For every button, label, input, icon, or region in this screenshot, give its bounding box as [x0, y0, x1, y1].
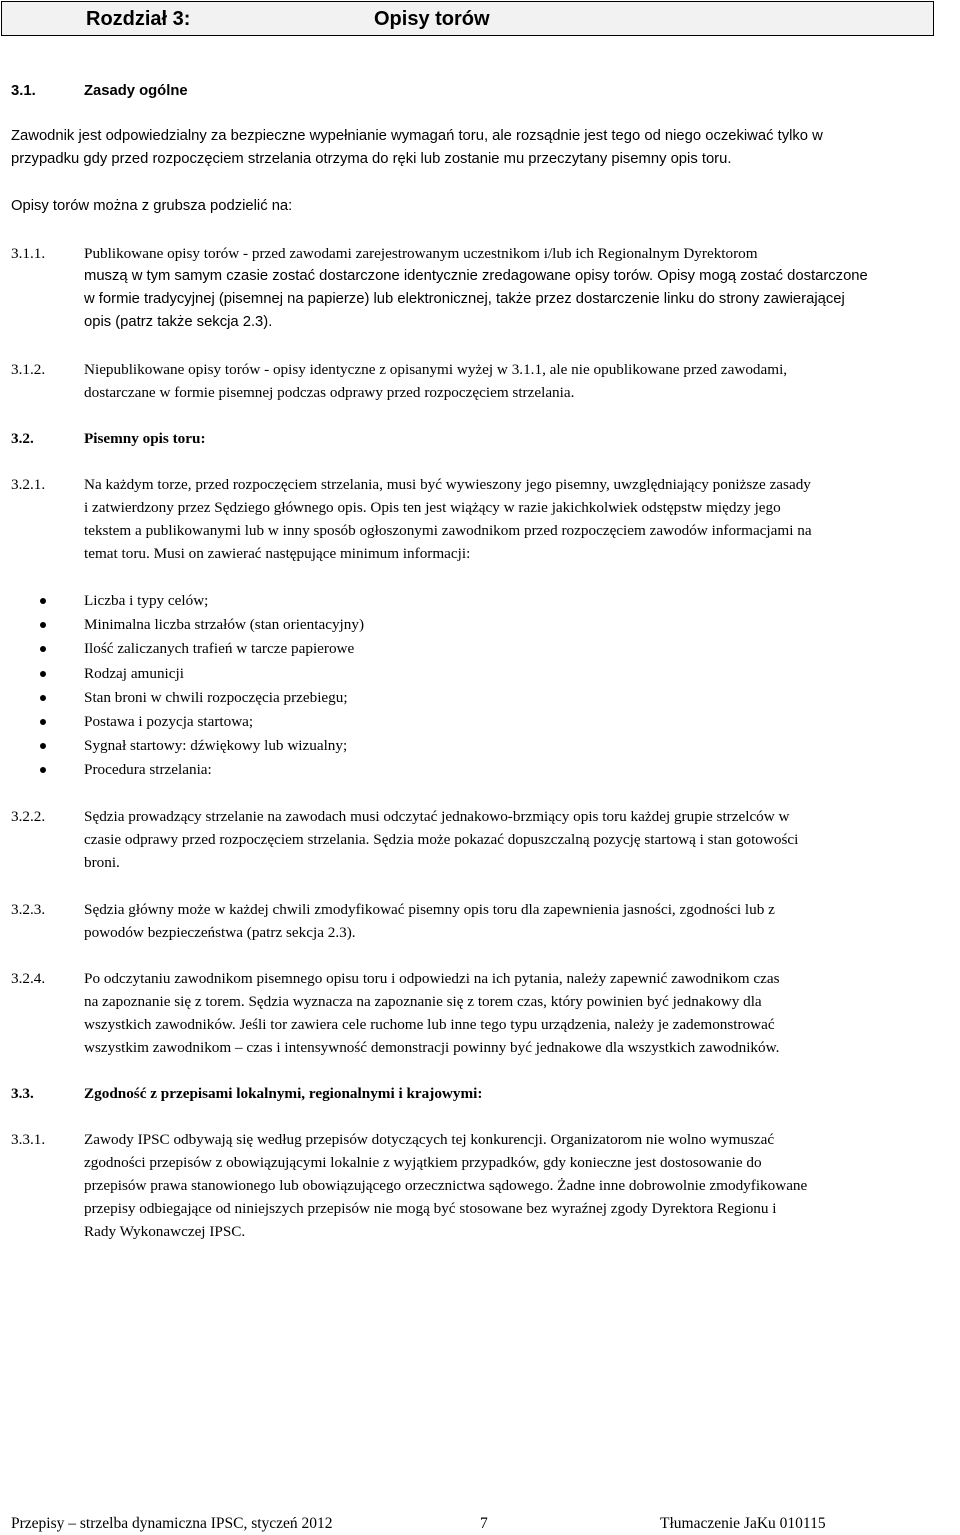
paragraph-line: Niepublikowane opisy torów - opisy identyczne z opisanymi wyżej w 3.1.1, ale nie opublikowane przed zawodami, — [84, 361, 788, 378]
chapter-title: Opisy torów — [374, 8, 490, 30]
section-3-2-heading — [0, 427, 960, 451]
bullet-icon — [40, 671, 46, 677]
paragraph-number: 3.2.4. — [11, 970, 46, 987]
list-item: Minimalna liczba strzałów (stan orientacyjny) — [0, 613, 960, 637]
paragraph-line: wszystkich zawodników. Jeśli tor zawiera cele ruchome lub inne tego typu urządzenia, należy je zademonstrować — [84, 1016, 775, 1033]
paragraph-number: 3.1.2. — [11, 361, 46, 378]
bullet-icon — [40, 719, 46, 725]
requirements-list — [0, 589, 960, 783]
bullet-icon — [40, 622, 46, 628]
intro-line: Zawodnik jest odpowiedzialny za bezpieczne wypełnianie wymagań toru, ale rozsądnie jest tego od niego oczekiwać tylko w — [11, 128, 823, 144]
intro-line: przypadku gdy przed rozpoczęciem strzelania otrzyma do ręki lub zostanie mu przeczytany pisemny opis toru. — [11, 151, 732, 167]
bullet-icon — [40, 695, 46, 701]
page-footer — [0, 1513, 960, 1535]
section-number: 3.3. — [11, 1085, 34, 1102]
paragraph-line: na zapoznanie się z torem. Sędzia wyznacza na zapoznanie się z torem czas, który powinien być jednakowy dla — [84, 993, 762, 1010]
footer-document-title: Przepisy – strzelba dynamiczna IPSC, styczeń 2012 — [11, 1515, 333, 1532]
bullet-icon — [40, 646, 46, 652]
intro-lead: Opisy torów można z grubsza podzielić na: — [11, 198, 293, 214]
paragraph-line: wszystkim zawodnikom – czas i intensywność demonstracji powinny być jednakowe dla wszystkich zawodników. — [84, 1039, 780, 1056]
paragraph-line: Po odczytaniu zawodnikom pisemnego opisu toru i odpowiedzi na ich pytania, należy zapewnić zawodnikom czas — [84, 970, 780, 987]
footer-translation-note: Tłumaczenie JaKu 010115 — [660, 1515, 826, 1532]
paragraph-line: broni. — [84, 854, 120, 871]
paragraph-line: przepisy odbiegające od niniejszych przepisów nie mogą być stosowane bez wyraźnej zgody Dyrektora Regionu i — [84, 1200, 777, 1217]
paragraph-line: powodów bezpieczeństwa (patrz sekcja 2.3). — [84, 924, 356, 941]
paragraph-number: 3.3.1. — [11, 1131, 46, 1148]
paragraph-line: Na każdym torze, przed rozpoczęciem strzelania, musi być wywieszony jego pisemny, uwzględniający poniższe zasady — [84, 476, 811, 493]
paragraph-number: 3.2.2. — [11, 808, 46, 825]
paragraph-line: dostarczane w formie pisemnej podczas odprawy przed rozpoczęciem strzelania. — [84, 384, 575, 401]
section-number: 3.2. — [11, 430, 34, 447]
paragraph-line: Sędzia główny może w każdej chwili zmodyfikować pisemny opis toru dla zapewnienia jasności, zgodności lub z — [84, 901, 775, 918]
bullet-icon — [40, 598, 46, 604]
list-item: Rodzaj amunicji — [0, 662, 960, 686]
chapter-number: Rozdział 3: — [86, 8, 191, 30]
bullet-icon — [40, 743, 46, 749]
paragraph-line: Publikowane opisy torów - przed zawodami zarejestrowanym uczestnikom i/lub ich Regionalnym Dyrektorom — [84, 245, 758, 262]
paragraph-line: czasie odprawy przed rozpoczęciem strzelania. Sędzia może pokazać dopuszczalną pozycję startową i stan gotowości — [84, 831, 799, 848]
paragraph-number: 3.1.1. — [11, 245, 46, 262]
paragraph-line: temat toru. Musi on zawierać następujące minimum informacji: — [84, 545, 471, 562]
section-title: Zasady ogólne — [84, 83, 188, 99]
paragraph-line: muszą w tym samym czasie zostać dostarczone identycznie zredagowane opisy torów. Opisy mogą zostać dostarczone — [84, 268, 868, 284]
paragraph-number: 3.2.1. — [11, 476, 46, 493]
list-item: Stan broni w chwili rozpoczęcia przebiegu; — [0, 686, 960, 710]
list-item: Liczba i typy celów; — [0, 589, 960, 613]
section-title: Zgodność z przepisami lokalnymi, regionalnymi i krajowymi: — [84, 1085, 483, 1102]
page-number: 7 — [480, 1515, 488, 1532]
chapter-header — [1, 1, 934, 36]
paragraph-line: opis (patrz także sekcja 2.3). — [84, 314, 273, 330]
list-item: Sygnał startowy: dźwiękowy lub wizualny; — [0, 734, 960, 758]
list-item: Postawa i pozycja startowa; — [0, 710, 960, 734]
list-item: Procedura strzelania: — [0, 758, 960, 782]
paragraph-line: przepisów prawa stanowionego lub obowiązującego orzecznictwa sądowego. Żadne inne dobrowolnie zmodyfikowane — [84, 1177, 808, 1194]
list-item: Ilość zaliczanych trafień w tarcze papierowe — [0, 637, 960, 661]
section-3-1-heading — [0, 80, 960, 104]
section-number: 3.1. — [11, 83, 36, 99]
paragraph-line: i zatwierdzony przez Sędziego głównego opis. Opis ten jest wiążący w razie jakichkolwiek odstępstw między jego — [84, 499, 781, 516]
section-title: Pisemny opis toru: — [84, 430, 206, 447]
paragraph-line: w formie tradycyjnej (pisemnej na papierze) lub elektronicznej, także przez dostarczenie linku do strony zawierającej — [84, 291, 845, 307]
section-3-3-heading — [0, 1082, 960, 1106]
intro-paragraph — [11, 125, 955, 171]
paragraph-line: Zawody IPSC odbywają się według przepisów dotyczących tej konkurencji. Organizatorom nie wolno wymuszać — [84, 1131, 775, 1148]
paragraph-number: 3.2.3. — [11, 901, 46, 918]
paragraph-line: Rady Wykonawczej IPSC. — [84, 1223, 246, 1240]
paragraph-line: tekstem a publikowanymi lub w inny sposób ogłoszonymi zawodnikom przed rozpoczęciem zawodów informacjami na — [84, 522, 812, 539]
paragraph-line: Sędzia prowadzący strzelanie na zawodach musi odczytać jednakowo-brzmiący opis toru każdej grupie strzelców w — [84, 808, 790, 825]
paragraph-line: zgodności przepisów z obowiązującymi lokalnie z wyjątkiem przypadków, gdy konieczne jest dostosowanie do — [84, 1154, 762, 1171]
bullet-icon — [40, 767, 46, 773]
